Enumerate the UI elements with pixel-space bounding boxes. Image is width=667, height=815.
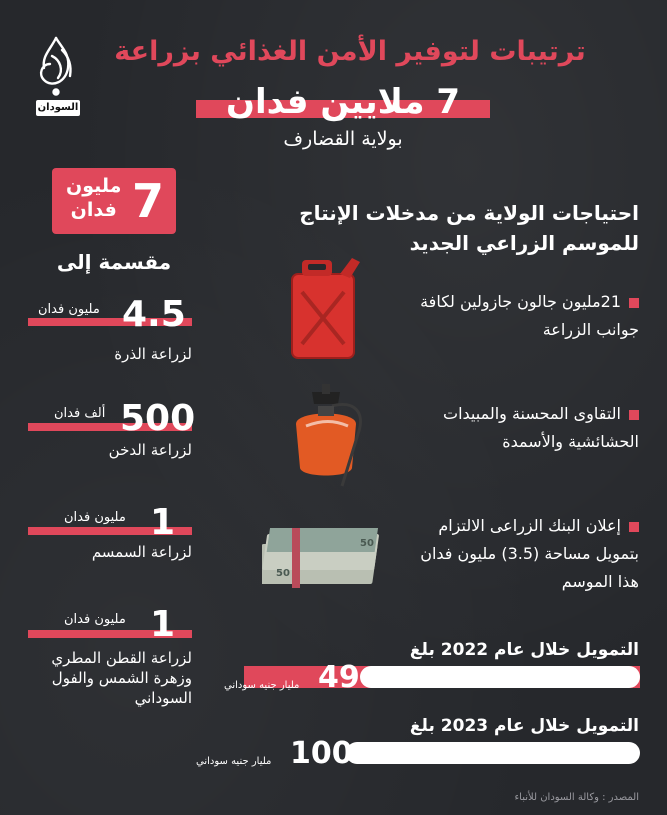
- allocation-value: 4.5: [122, 294, 186, 335]
- divided-label: مقسمة إلى: [56, 250, 172, 274]
- needs-item: [399, 288, 639, 344]
- money-stack-icon: [262, 514, 386, 594]
- allocation-unit: مليون فدان: [64, 612, 126, 627]
- allocation-unit: مليون فدان: [38, 302, 100, 317]
- funding-bar-fill: [346, 742, 640, 764]
- needs-item-text: 21مليون جالون جازولين لكافة جوانب الزراعة: [420, 292, 639, 339]
- allocation-value: 1: [150, 604, 176, 645]
- needs-item-text: إعلان البنك الزراعى الالتزام بتمويل مساحة (3.5) مليون فدان هذا الموسم: [420, 516, 639, 591]
- funding-title: التمويل خلال عام 2023 بلغ: [409, 716, 639, 736]
- region-label: بولاية القضارف: [283, 128, 403, 150]
- total-unit-line2: فدان: [70, 199, 117, 221]
- page-subtitle: 7 ملايين فدان: [225, 82, 461, 122]
- funding-unit: مليار جنيه سوداني: [196, 756, 272, 767]
- needs-item: [399, 400, 639, 456]
- svg-text:50: 50: [360, 538, 374, 549]
- total-unit-line1: مليون: [66, 175, 122, 197]
- funding-unit: مليار جنيه سوداني: [224, 680, 300, 691]
- needs-item: [399, 512, 639, 596]
- allocation-value: 500: [120, 398, 196, 439]
- total-area-value: 7: [131, 174, 164, 228]
- funding-value: 49: [318, 660, 360, 695]
- svg-text:50: 50: [276, 568, 290, 579]
- bullet-square-icon: [629, 522, 639, 532]
- page-title: ترتيبات لتوفير الأمن الغذائي بزراعة: [114, 36, 586, 67]
- allocation-value: 1: [150, 502, 176, 543]
- allocation-unit: ألف فدان: [54, 406, 106, 421]
- allocation-crop: لزراعة السمسم: [91, 543, 192, 561]
- allocation-unit: مليون فدان: [64, 510, 126, 525]
- logo-badge: السودان: [36, 100, 80, 116]
- total-area-unit: [66, 174, 121, 222]
- funding-bar-fill: [360, 666, 640, 688]
- allocation-crop: لزراعة الدخن: [108, 441, 192, 459]
- funding-title: التمويل خلال عام 2022 بلغ: [409, 640, 639, 660]
- funding-value: 100: [290, 736, 353, 771]
- needs-title: احتياجات الولاية من مدخلات الإنتاج للموسم الزراعي الجديد: [299, 201, 639, 255]
- aljazeera-logo: [32, 34, 80, 118]
- needs-item-text: التقاوى المحسنة والمبيدات الحشائشية والأسمدة: [443, 404, 639, 451]
- fuel-jerrycan-icon: [280, 252, 370, 362]
- bullet-square-icon: [629, 298, 639, 308]
- allocation-crop: لزراعة القطن المطري وزهرة الشمس والفول السوداني: [51, 649, 192, 707]
- source-credit: المصدر : وكالة السودان للأنباء: [514, 792, 639, 803]
- total-area-box: [52, 168, 176, 234]
- pesticide-sprayer-icon: [282, 382, 372, 492]
- allocation-crop: لزراعة الذرة: [114, 345, 192, 363]
- bullet-square-icon: [629, 410, 639, 420]
